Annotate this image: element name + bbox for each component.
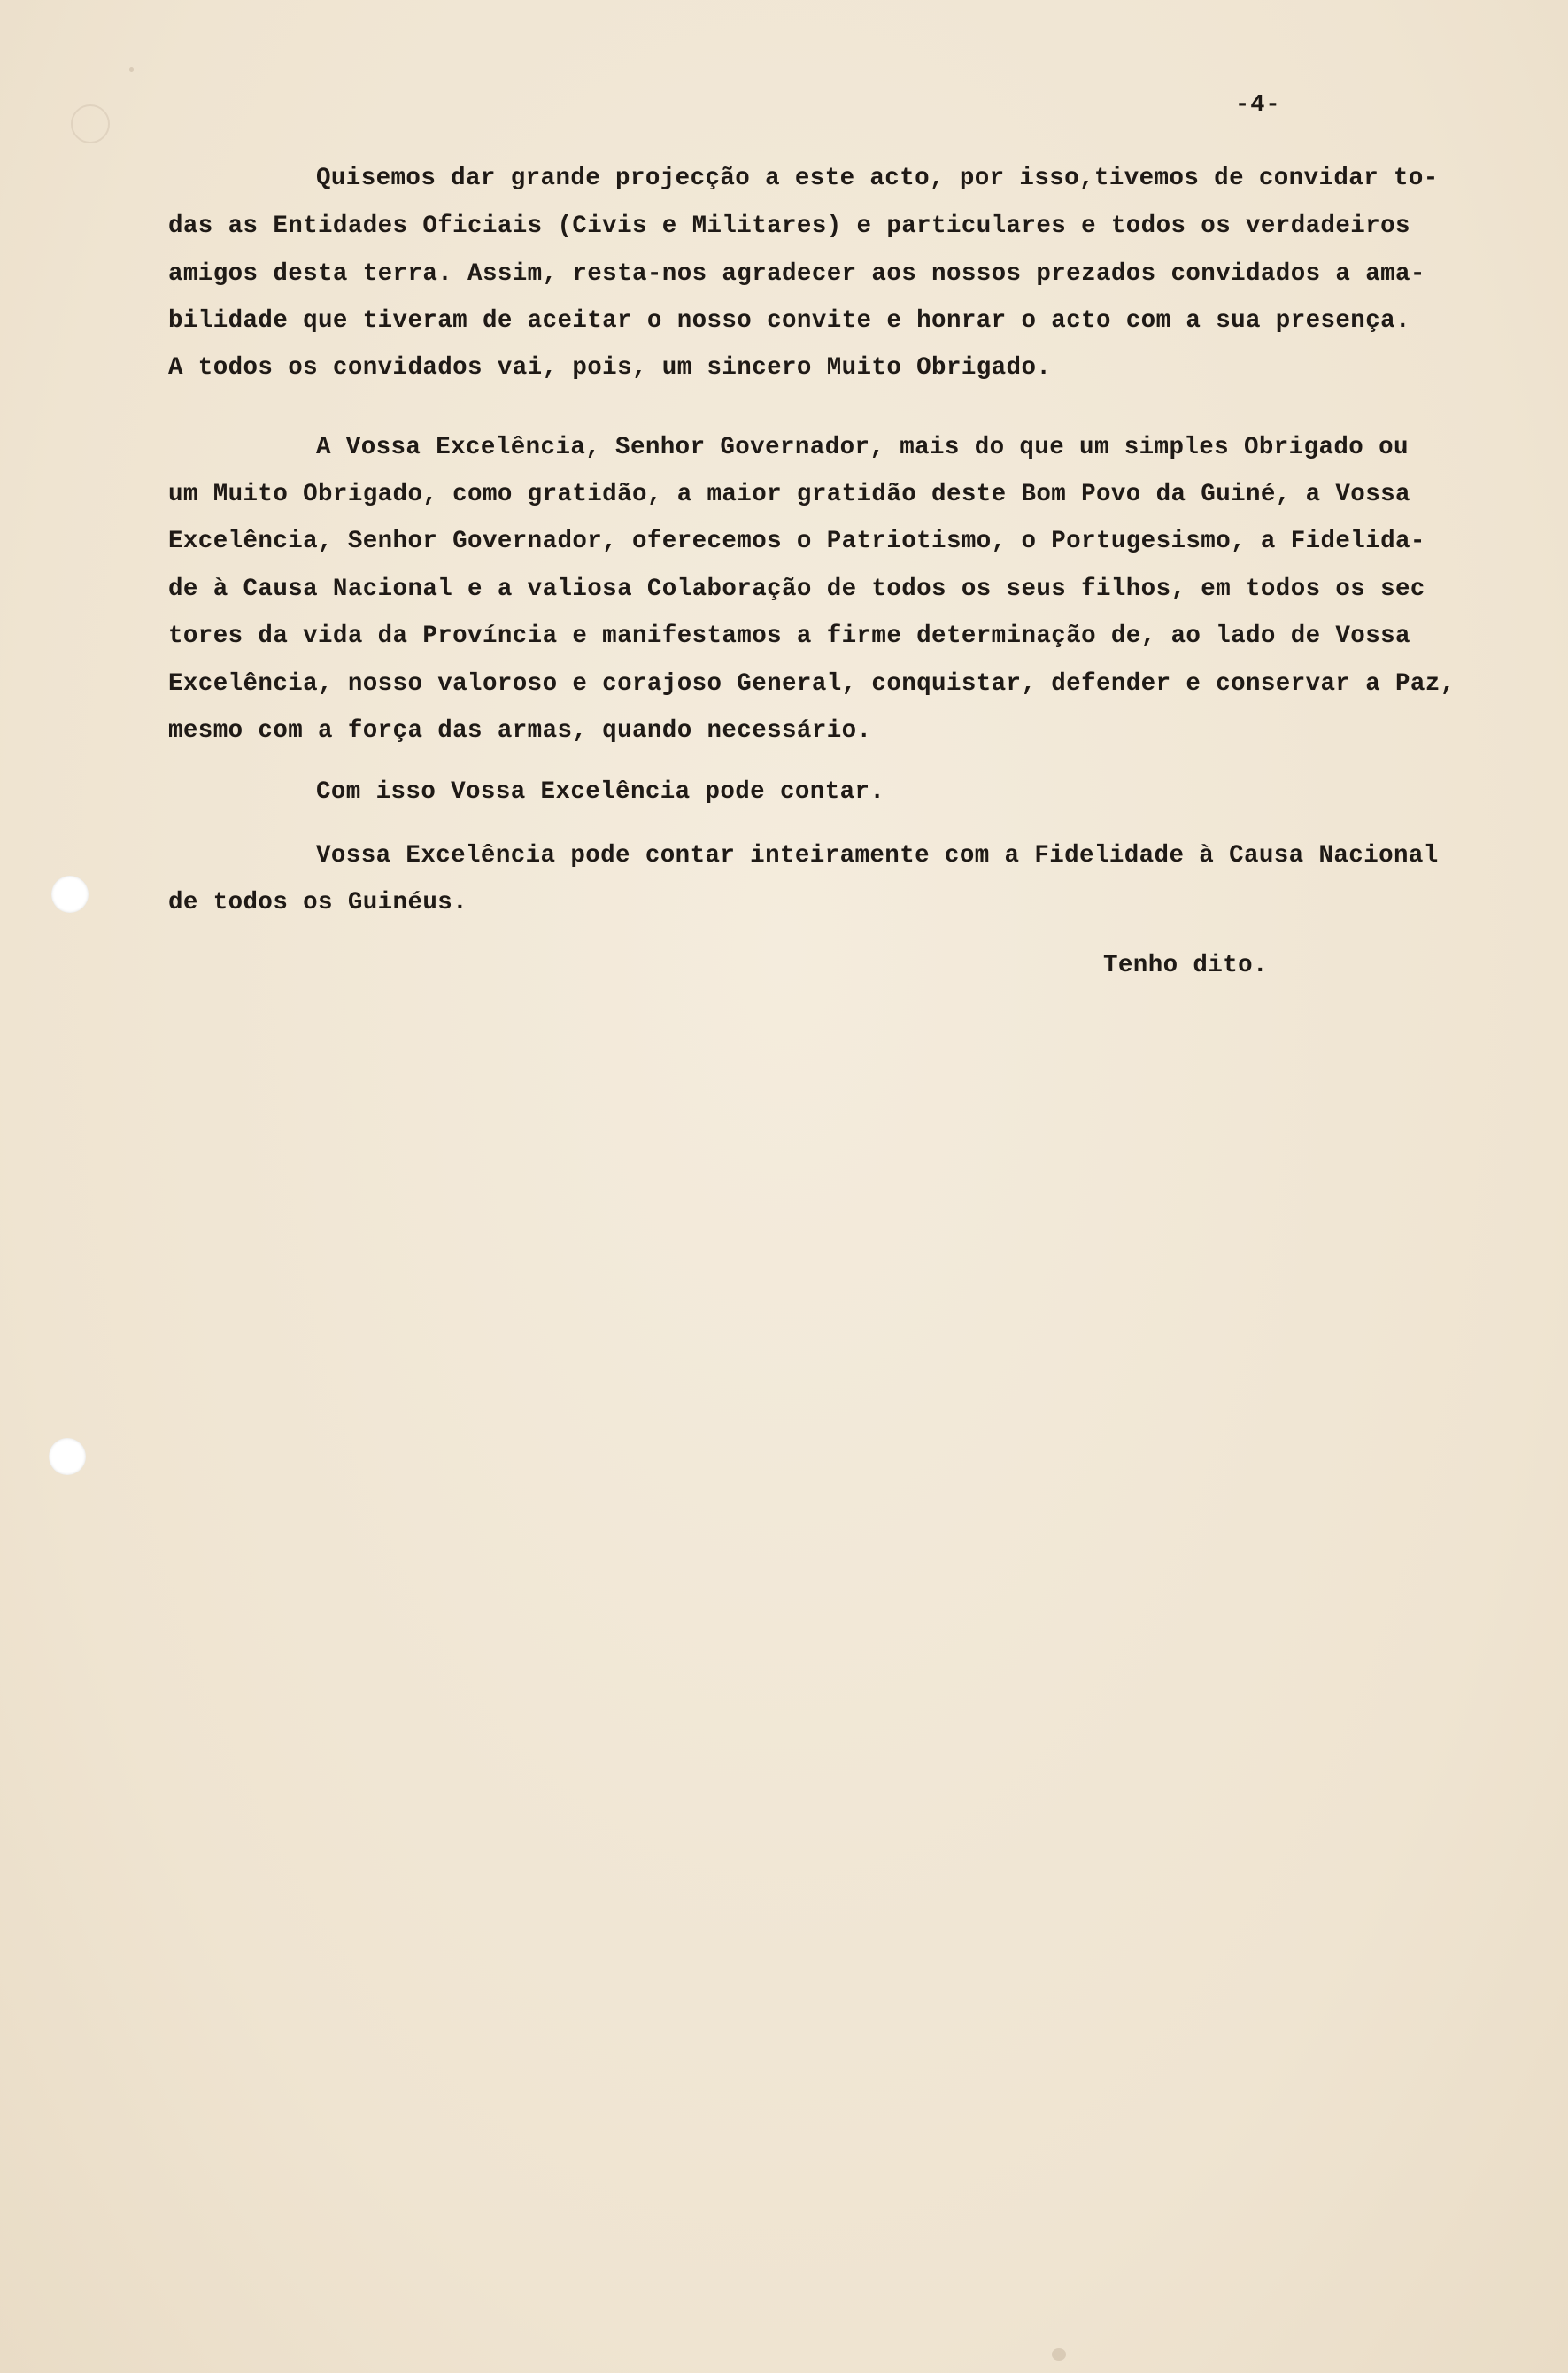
paragraph-2-line-3: Excelência, Senhor Governador, oferecemos o Patriotismo, o Portugesismo, a Fidelida-: [168, 528, 1425, 555]
paragraph-1-line-5: A todos os convidados vai, pois, um sincero Muito Obrigado.: [168, 354, 1052, 382]
punch-hole-bottom: [49, 1438, 86, 1475]
page-number: -4-: [1235, 92, 1281, 119]
paragraph-2-line-5: tores da vida da Província e manifestamos a firme determinação de, ao lado de Vossa: [168, 622, 1410, 650]
paper-speck: [129, 67, 134, 72]
paragraph-2-line-4: de à Causa Nacional e a valiosa Colaboração de todos os seus filhos, em todos os sec: [168, 576, 1425, 603]
paper-stain: [1052, 2348, 1066, 2361]
paragraph-2-line-7: mesmo com a força das armas, quando necessário.: [168, 717, 872, 745]
paper-mark: [71, 104, 110, 143]
paragraph-1-line-3: amigos desta terra. Assim, resta-nos agradecer aos nossos prezados convidados a ama-: [168, 260, 1425, 288]
paragraph-1-line-2: das as Entidades Oficiais (Civis e Militares) e particulares e todos os verdadeiros: [168, 213, 1410, 240]
paragraph-1-line-4: bilidade que tiveram de aceitar o nosso convite e honrar o acto com a sua presença.: [168, 307, 1410, 335]
punch-hole-top: [51, 876, 89, 913]
paragraph-4-line-2: de todos os Guinéus.: [168, 889, 468, 916]
paragraph-4-line-1: Vossa Excelência pode contar inteiramente com a Fidelidade à Causa Nacional: [316, 842, 1439, 870]
paragraph-3-line-1: Com isso Vossa Excelência pode contar.: [316, 778, 885, 806]
paragraph-2-line-1: A Vossa Excelência, Senhor Governador, mais do que um simples Obrigado ou: [316, 434, 1409, 461]
closing-line: Tenho dito.: [1103, 952, 1268, 979]
paragraph-2-line-6: Excelência, nosso valoroso e corajoso General, conquistar, defender e conservar a Paz,: [168, 670, 1456, 698]
paragraph-1-line-1: Quisemos dar grande projecção a este acto, por isso,tivemos de convidar to-: [316, 165, 1439, 192]
paragraph-2-line-2: um Muito Obrigado, como gratidão, a maior gratidão deste Bom Povo da Guiné, a Vossa: [168, 481, 1410, 508]
